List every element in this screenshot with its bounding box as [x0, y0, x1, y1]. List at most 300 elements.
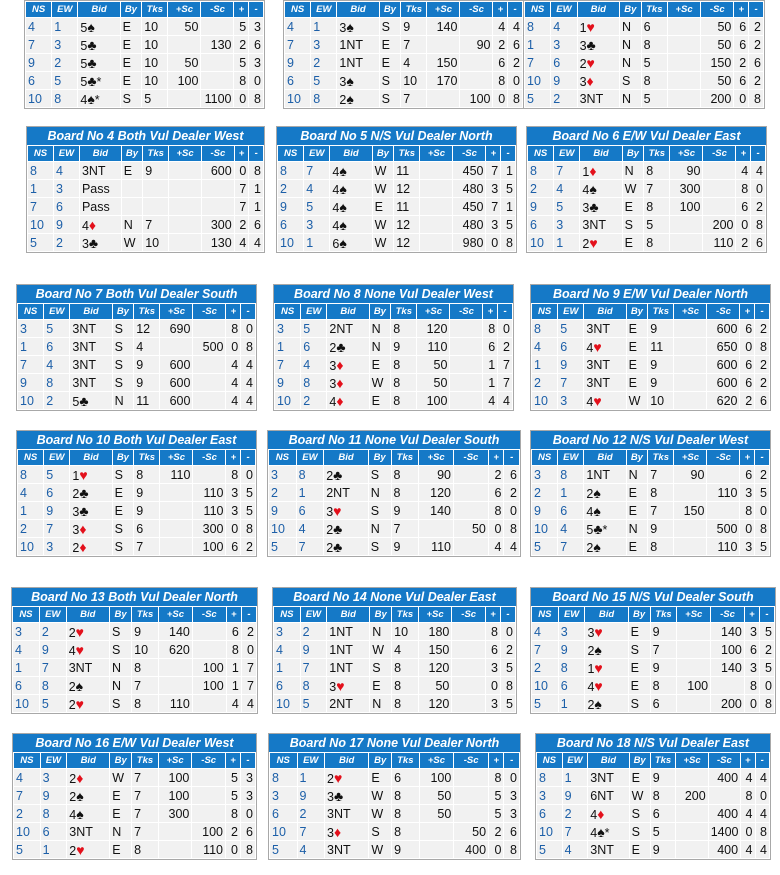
minus-mp-cell: 8: [749, 90, 763, 107]
minus-score-cell: 200: [711, 695, 744, 712]
column-header-plus-mp: +: [741, 753, 754, 768]
tricks-cell: 8: [644, 162, 669, 179]
ns-pair-cell: 4: [18, 484, 43, 501]
tricks-cell: 5: [642, 54, 667, 71]
plus-mp-cell: 3: [745, 659, 759, 676]
minus-mp-cell: 6: [751, 234, 765, 251]
bid-level: 4: [586, 504, 594, 519]
minus-mp-cell: 5: [755, 484, 769, 501]
ew-pair-cell: 3: [551, 36, 576, 53]
plus-score-cell: [677, 695, 710, 712]
minus-mp-cell: 8: [241, 338, 255, 355]
minus-mp-cell: 3: [504, 805, 519, 822]
column-header-ns: NS: [13, 607, 39, 622]
table-row: [285, 90, 522, 107]
bid-cell: [585, 695, 627, 712]
minus-mp-cell: 2: [755, 466, 769, 483]
ns-pair-cell: 8: [528, 162, 553, 179]
column-header-minus-score: -Sc: [454, 450, 488, 465]
minus-mp-cell: 1: [501, 198, 515, 215]
board-title: Board No 10 Both Vul Dealer East: [17, 431, 256, 449]
column-header-ew: EW: [304, 146, 329, 161]
table-row: [537, 769, 769, 786]
plus-score-cell: [169, 234, 201, 251]
column-header-plus-score: +Sc: [419, 450, 453, 465]
minus-score-cell: 110: [192, 841, 225, 858]
plus-score-cell: [420, 841, 454, 858]
bid-cell: [337, 18, 378, 35]
club-suit-icon: ♣: [79, 484, 89, 501]
declarer-cell: N: [620, 36, 641, 53]
column-header-bid: Bid: [327, 607, 369, 622]
tricks-cell: 6: [642, 18, 667, 35]
plus-score-cell: 120: [419, 484, 453, 501]
bid-cell: [337, 54, 378, 71]
column-header-ew: EW: [563, 753, 588, 768]
bid-cell: [578, 18, 619, 35]
bid-level: 3: [329, 679, 337, 694]
column-header-by: By: [627, 304, 648, 319]
column-header-plus-score: +Sc: [419, 607, 452, 622]
table-row: [525, 36, 763, 53]
bid-level: 3: [587, 625, 595, 640]
table-row: [532, 392, 769, 409]
spade-suit-icon: ♠: [346, 72, 354, 89]
tricks-cell: 7: [132, 787, 158, 804]
ns-pair-cell: 9: [285, 54, 310, 71]
column-header-plus-score: +Sc: [168, 2, 200, 17]
bid-level: 1NT: [329, 624, 353, 639]
ew-pair-cell: 4: [558, 520, 583, 537]
minus-mp-cell: 0: [241, 320, 255, 337]
tricks-cell: 7: [134, 538, 159, 555]
ns-pair-cell: 10: [532, 677, 558, 694]
ns-pair-cell: 1: [274, 659, 300, 676]
table-row: [26, 36, 263, 53]
ns-pair-cell: 10: [14, 823, 40, 840]
column-header-bid: Bid: [585, 607, 627, 622]
declarer-cell: E: [370, 392, 391, 409]
declarer-cell: S: [113, 466, 134, 483]
ns-pair-cell: 3: [532, 466, 557, 483]
declarer-cell: W: [623, 180, 644, 197]
bid-cell: [584, 466, 625, 483]
bid-cell: [578, 72, 619, 89]
club-suit-icon: ♣: [336, 338, 346, 355]
ew-pair-cell: 3: [304, 216, 329, 233]
ns-pair-cell: 10: [18, 392, 43, 409]
column-header-ew: EW: [301, 607, 327, 622]
plus-mp-cell: 6: [489, 484, 504, 501]
minus-score-cell: [202, 180, 234, 197]
column-header-by: By: [630, 753, 650, 768]
plus-mp-cell: 7: [235, 180, 249, 197]
minus-mp-cell: 0: [755, 502, 769, 519]
bid-level: 3: [327, 789, 334, 804]
plus-mp-cell: 8: [745, 677, 759, 694]
results-table: [27, 145, 264, 252]
column-header-tks: Tks: [134, 450, 159, 465]
bid-cell: [67, 805, 109, 822]
bid-cell: [80, 234, 121, 251]
board-title: Board No 14 None Vul Dealer East: [273, 588, 516, 606]
ns-pair-cell: 5: [270, 841, 297, 858]
declarer-cell: N: [113, 392, 134, 409]
minus-score-cell: 650: [707, 338, 739, 355]
table-row: [13, 677, 256, 694]
minus-mp-cell: 5: [755, 538, 769, 555]
column-header-ns: NS: [532, 607, 558, 622]
ew-pair-cell: 7: [40, 659, 66, 676]
bid-cell: [78, 72, 119, 89]
plus-mp-cell: 2: [489, 466, 504, 483]
minus-score-cell: 600: [202, 162, 234, 179]
column-header-tks: Tks: [143, 146, 168, 161]
diamond-suit-icon: ♦: [76, 769, 84, 786]
ew-pair-cell: 1: [41, 841, 67, 858]
bid-level: 2: [68, 625, 76, 640]
plus-mp-cell: 2: [493, 36, 507, 53]
column-header-ns: NS: [18, 450, 43, 465]
ns-pair-cell: 7: [18, 356, 43, 373]
ns-pair-cell: 8: [28, 162, 53, 179]
column-header-minus-mp: -: [241, 304, 255, 319]
tricks-cell: 8: [392, 677, 418, 694]
plus-mp-cell: 8: [226, 320, 240, 337]
ew-pair-cell: 4: [44, 356, 69, 373]
board-table: [530, 587, 776, 714]
declarer-cell: S: [113, 374, 134, 391]
table-row: [528, 162, 765, 179]
bid-level: 2NT: [329, 321, 353, 336]
board-table: [273, 284, 514, 411]
club-suit-icon: ♣: [87, 72, 97, 89]
declarer-cell: E: [110, 805, 131, 822]
bid-cell: [325, 769, 368, 786]
board-title: Board No 15 N/S Vul Dealer South: [531, 588, 775, 606]
minus-mp-cell: 5: [760, 659, 774, 676]
ew-pair-cell: 9: [563, 787, 588, 804]
bid-level: 4: [332, 182, 340, 197]
bid-level: 3NT: [579, 91, 604, 106]
diamond-suit-icon: ♦: [88, 216, 97, 233]
bid-cell: [70, 520, 111, 537]
column-header-plus-score: +Sc: [674, 450, 706, 465]
declarer-cell: S: [369, 502, 391, 519]
plus-mp-cell: 0: [226, 338, 240, 355]
ns-pair-cell: 2: [532, 374, 557, 391]
bid-level: 3NT: [68, 660, 93, 675]
declarer-cell: E: [629, 623, 650, 640]
plus-score-cell: 120: [419, 659, 452, 676]
declarer-cell: W: [369, 805, 391, 822]
plus-score-cell: [169, 162, 201, 179]
plus-mp-cell: 3: [226, 502, 240, 519]
ns-pair-cell: 1: [275, 338, 300, 355]
spade-suit-icon: ♠: [593, 502, 601, 519]
bid-cell: [80, 180, 121, 197]
bid-level: 4: [587, 679, 595, 694]
plus-score-cell: [674, 520, 706, 537]
ew-pair-cell: 6: [558, 502, 583, 519]
ns-pair-cell: 3: [269, 466, 296, 483]
column-header-minus-mp: -: [504, 450, 519, 465]
declarer-cell: E: [627, 338, 648, 355]
board-table: [530, 284, 771, 411]
tricks-cell: 10: [648, 392, 673, 409]
bid-cell: [588, 805, 628, 822]
ns-pair-cell: 8: [525, 18, 550, 35]
bid-cell: [585, 659, 627, 676]
plus-score-cell: [668, 18, 700, 35]
ns-pair-cell: 5: [537, 841, 562, 858]
column-header-ew: EW: [551, 2, 576, 17]
declarer-cell: E: [380, 54, 401, 71]
club-suit-icon: ♣: [333, 520, 343, 537]
ew-pair-cell: 2: [301, 392, 326, 409]
declarer-cell: E: [113, 502, 134, 519]
spade-suit-icon: ♠: [346, 90, 354, 107]
ns-pair-cell: 10: [28, 216, 53, 233]
column-header-minus-score: -Sc: [452, 607, 485, 622]
plus-mp-cell: 0: [493, 90, 507, 107]
club-suit-icon: ♣: [79, 502, 89, 519]
minus-score-cell: [703, 180, 735, 197]
minus-mp-cell: 2: [241, 538, 255, 555]
tricks-cell: 10: [392, 623, 418, 640]
plus-score-cell: [160, 484, 192, 501]
board-table: [535, 733, 771, 860]
bid-cell: [67, 659, 109, 676]
bid-level: 2: [326, 522, 334, 537]
column-header-plus-score: +Sc: [159, 607, 192, 622]
column-header-ns: NS: [285, 2, 310, 17]
header-row: [18, 304, 255, 319]
tricks-cell: 5: [642, 90, 667, 107]
tricks-cell: 7: [648, 466, 673, 483]
spade-suit-icon: ♠: [339, 198, 347, 215]
plus-mp-cell: 4: [493, 18, 507, 35]
column-header-plus-score: +Sc: [420, 146, 452, 161]
declarer-cell: E: [370, 677, 391, 694]
table-row: [274, 623, 515, 640]
bid-cell: [588, 769, 628, 786]
ns-pair-cell: 7: [28, 198, 53, 215]
header-row: [285, 2, 522, 17]
ew-pair-cell: 8: [41, 805, 67, 822]
plus-score-cell: 200: [676, 787, 707, 804]
ew-pair-cell: 4: [563, 841, 588, 858]
column-header-plus-score: +Sc: [417, 304, 449, 319]
column-header-minus-mp: -: [498, 304, 512, 319]
minus-score-cell: 100: [193, 538, 225, 555]
plus-score-cell: 100: [420, 769, 454, 786]
bid-level: 3: [72, 522, 80, 537]
minus-score-cell: [193, 466, 225, 483]
header-row: [275, 304, 512, 319]
plus-mp-cell: 5: [226, 769, 240, 786]
ns-pair-cell: 9: [26, 54, 51, 71]
table-row: [18, 356, 255, 373]
ns-pair-cell: 4: [285, 18, 310, 35]
bid-cell: [327, 374, 368, 391]
minus-score-cell: 980: [453, 234, 485, 251]
table-row: [532, 484, 769, 501]
ew-pair-cell: 4: [54, 162, 79, 179]
declarer-cell: E: [121, 72, 142, 89]
minus-mp-cell: 8: [501, 234, 515, 251]
plus-score-cell: 170: [427, 72, 459, 89]
ns-pair-cell: 7: [285, 36, 310, 53]
ew-pair-cell: 6: [54, 198, 79, 215]
bid-level: 5: [80, 20, 88, 35]
minus-mp-cell: 3: [241, 787, 255, 804]
minus-mp-cell: 4: [756, 805, 770, 822]
column-header-minus-mp: -: [242, 607, 256, 622]
diamond-suit-icon: ♦: [589, 162, 597, 179]
column-header-by: By: [370, 304, 391, 319]
heart-suit-icon: ♥: [336, 677, 345, 694]
bid-cell: [327, 641, 369, 658]
minus-mp-cell: 2: [501, 641, 515, 658]
table-row: [278, 216, 515, 233]
ns-pair-cell: 6: [285, 72, 310, 89]
results-table: [25, 1, 264, 108]
bid-level: 3NT: [81, 163, 106, 178]
column-header-plus-score: +Sc: [676, 753, 707, 768]
tricks-cell: [143, 180, 168, 197]
plus-mp-cell: 8: [740, 502, 754, 519]
ew-pair-cell: 8: [40, 677, 66, 694]
minus-score-cell: [711, 677, 744, 694]
bid-level: 5: [72, 394, 80, 409]
minus-mp-cell: 1: [249, 180, 263, 197]
ew-pair-cell: 4: [304, 180, 329, 197]
plus-score-cell: 110: [419, 538, 453, 555]
column-header-tks: Tks: [651, 753, 676, 768]
ns-pair-cell: 5: [14, 841, 40, 858]
tricks-cell: 9: [651, 659, 677, 676]
ew-pair-cell: 4: [551, 18, 576, 35]
spade-suit-icon: ♠: [75, 677, 84, 694]
header-row: [26, 2, 263, 17]
column-header-minus-score: -Sc: [453, 146, 485, 161]
ns-pair-cell: 6: [26, 72, 51, 89]
bid-cell: [588, 841, 628, 858]
table-row: [532, 356, 769, 373]
ew-pair-cell: 5: [44, 466, 69, 483]
bid-cell: [325, 841, 368, 858]
bid-level: 4: [332, 218, 340, 233]
tricks-cell: 8: [651, 677, 677, 694]
ew-pair-cell: 1: [559, 695, 585, 712]
plus-score-cell: [676, 805, 707, 822]
table-row: [274, 695, 515, 712]
bid-level: 2: [69, 771, 77, 786]
declarer-cell: W: [110, 769, 131, 786]
column-header-ns: NS: [537, 753, 562, 768]
bid-cell: [67, 677, 109, 694]
plus-score-cell: 600: [160, 356, 192, 373]
minus-score-cell: [454, 769, 488, 786]
minus-mp-cell: 8: [751, 216, 765, 233]
minus-mp-cell: 6: [504, 823, 519, 840]
plus-mp-cell: 7: [486, 162, 500, 179]
declarer-cell: E: [121, 54, 142, 71]
plus-mp-cell: 3: [226, 484, 240, 501]
plus-score-cell: 600: [160, 392, 192, 409]
ew-pair-cell: 3: [52, 36, 77, 53]
plus-score-cell: [676, 769, 707, 786]
ew-pair-cell: 7: [297, 538, 324, 555]
declarer-cell: W: [369, 841, 391, 858]
table-row: [275, 338, 512, 355]
column-header-ns: NS: [26, 2, 51, 17]
table-row: [269, 484, 519, 501]
plus-mp-cell: 8: [226, 466, 240, 483]
column-header-plus-score: +Sc: [677, 607, 710, 622]
minus-score-cell: 500: [193, 338, 225, 355]
declarer-cell: E: [110, 787, 131, 804]
plus-mp-cell: 8: [234, 72, 248, 89]
minus-mp-cell: 8: [241, 841, 255, 858]
bid-cell: [584, 338, 625, 355]
results-table: [531, 303, 770, 410]
plus-score-cell: 100: [168, 72, 200, 89]
bid-cell: [324, 484, 368, 501]
tricks-cell: 8: [392, 805, 419, 822]
minus-mp-cell: 0: [498, 320, 512, 337]
declarer-cell: W: [627, 392, 648, 409]
minus-mp-cell: 4: [249, 234, 263, 251]
ns-pair-cell: 4: [274, 641, 300, 658]
ew-pair-cell: 7: [301, 659, 327, 676]
bid-level: 4: [68, 643, 76, 658]
plus-score-cell: [168, 36, 200, 53]
tricks-cell: 9: [392, 538, 419, 555]
tricks-cell: 8: [648, 484, 673, 501]
ew-pair-cell: 6: [559, 677, 585, 694]
column-header-by: By: [369, 450, 391, 465]
board-table: [16, 430, 257, 557]
tricks-cell: 5: [651, 823, 676, 840]
plus-score-cell: 120: [417, 320, 449, 337]
bid-cell: [70, 356, 111, 373]
column-header-tks: Tks: [392, 450, 419, 465]
table-row: [18, 538, 255, 555]
plus-mp-cell: 4: [736, 162, 750, 179]
column-header-ew: EW: [558, 304, 583, 319]
declarer-cell: N: [627, 466, 648, 483]
ns-pair-cell: 10: [18, 538, 43, 555]
tricks-cell: 8: [644, 234, 669, 251]
minus-score-cell: [450, 338, 482, 355]
plus-score-cell: 140: [427, 18, 459, 35]
bid-level: 4: [329, 394, 337, 409]
plus-mp-cell: 2: [740, 392, 754, 409]
column-header-minus-score: -Sc: [193, 304, 225, 319]
column-header-bid: Bid: [325, 753, 368, 768]
tricks-cell: 9: [392, 502, 419, 519]
bid-cell: [70, 466, 111, 483]
bid-level: 1NT: [339, 37, 363, 52]
ew-pair-cell: 9: [301, 641, 327, 658]
heart-suit-icon: ♥: [594, 659, 603, 676]
table-row: [532, 502, 769, 519]
spade-suit-icon: ♠: [597, 823, 605, 840]
minus-mp-cell: 5: [501, 216, 515, 233]
plus-mp-cell: 5: [226, 787, 240, 804]
